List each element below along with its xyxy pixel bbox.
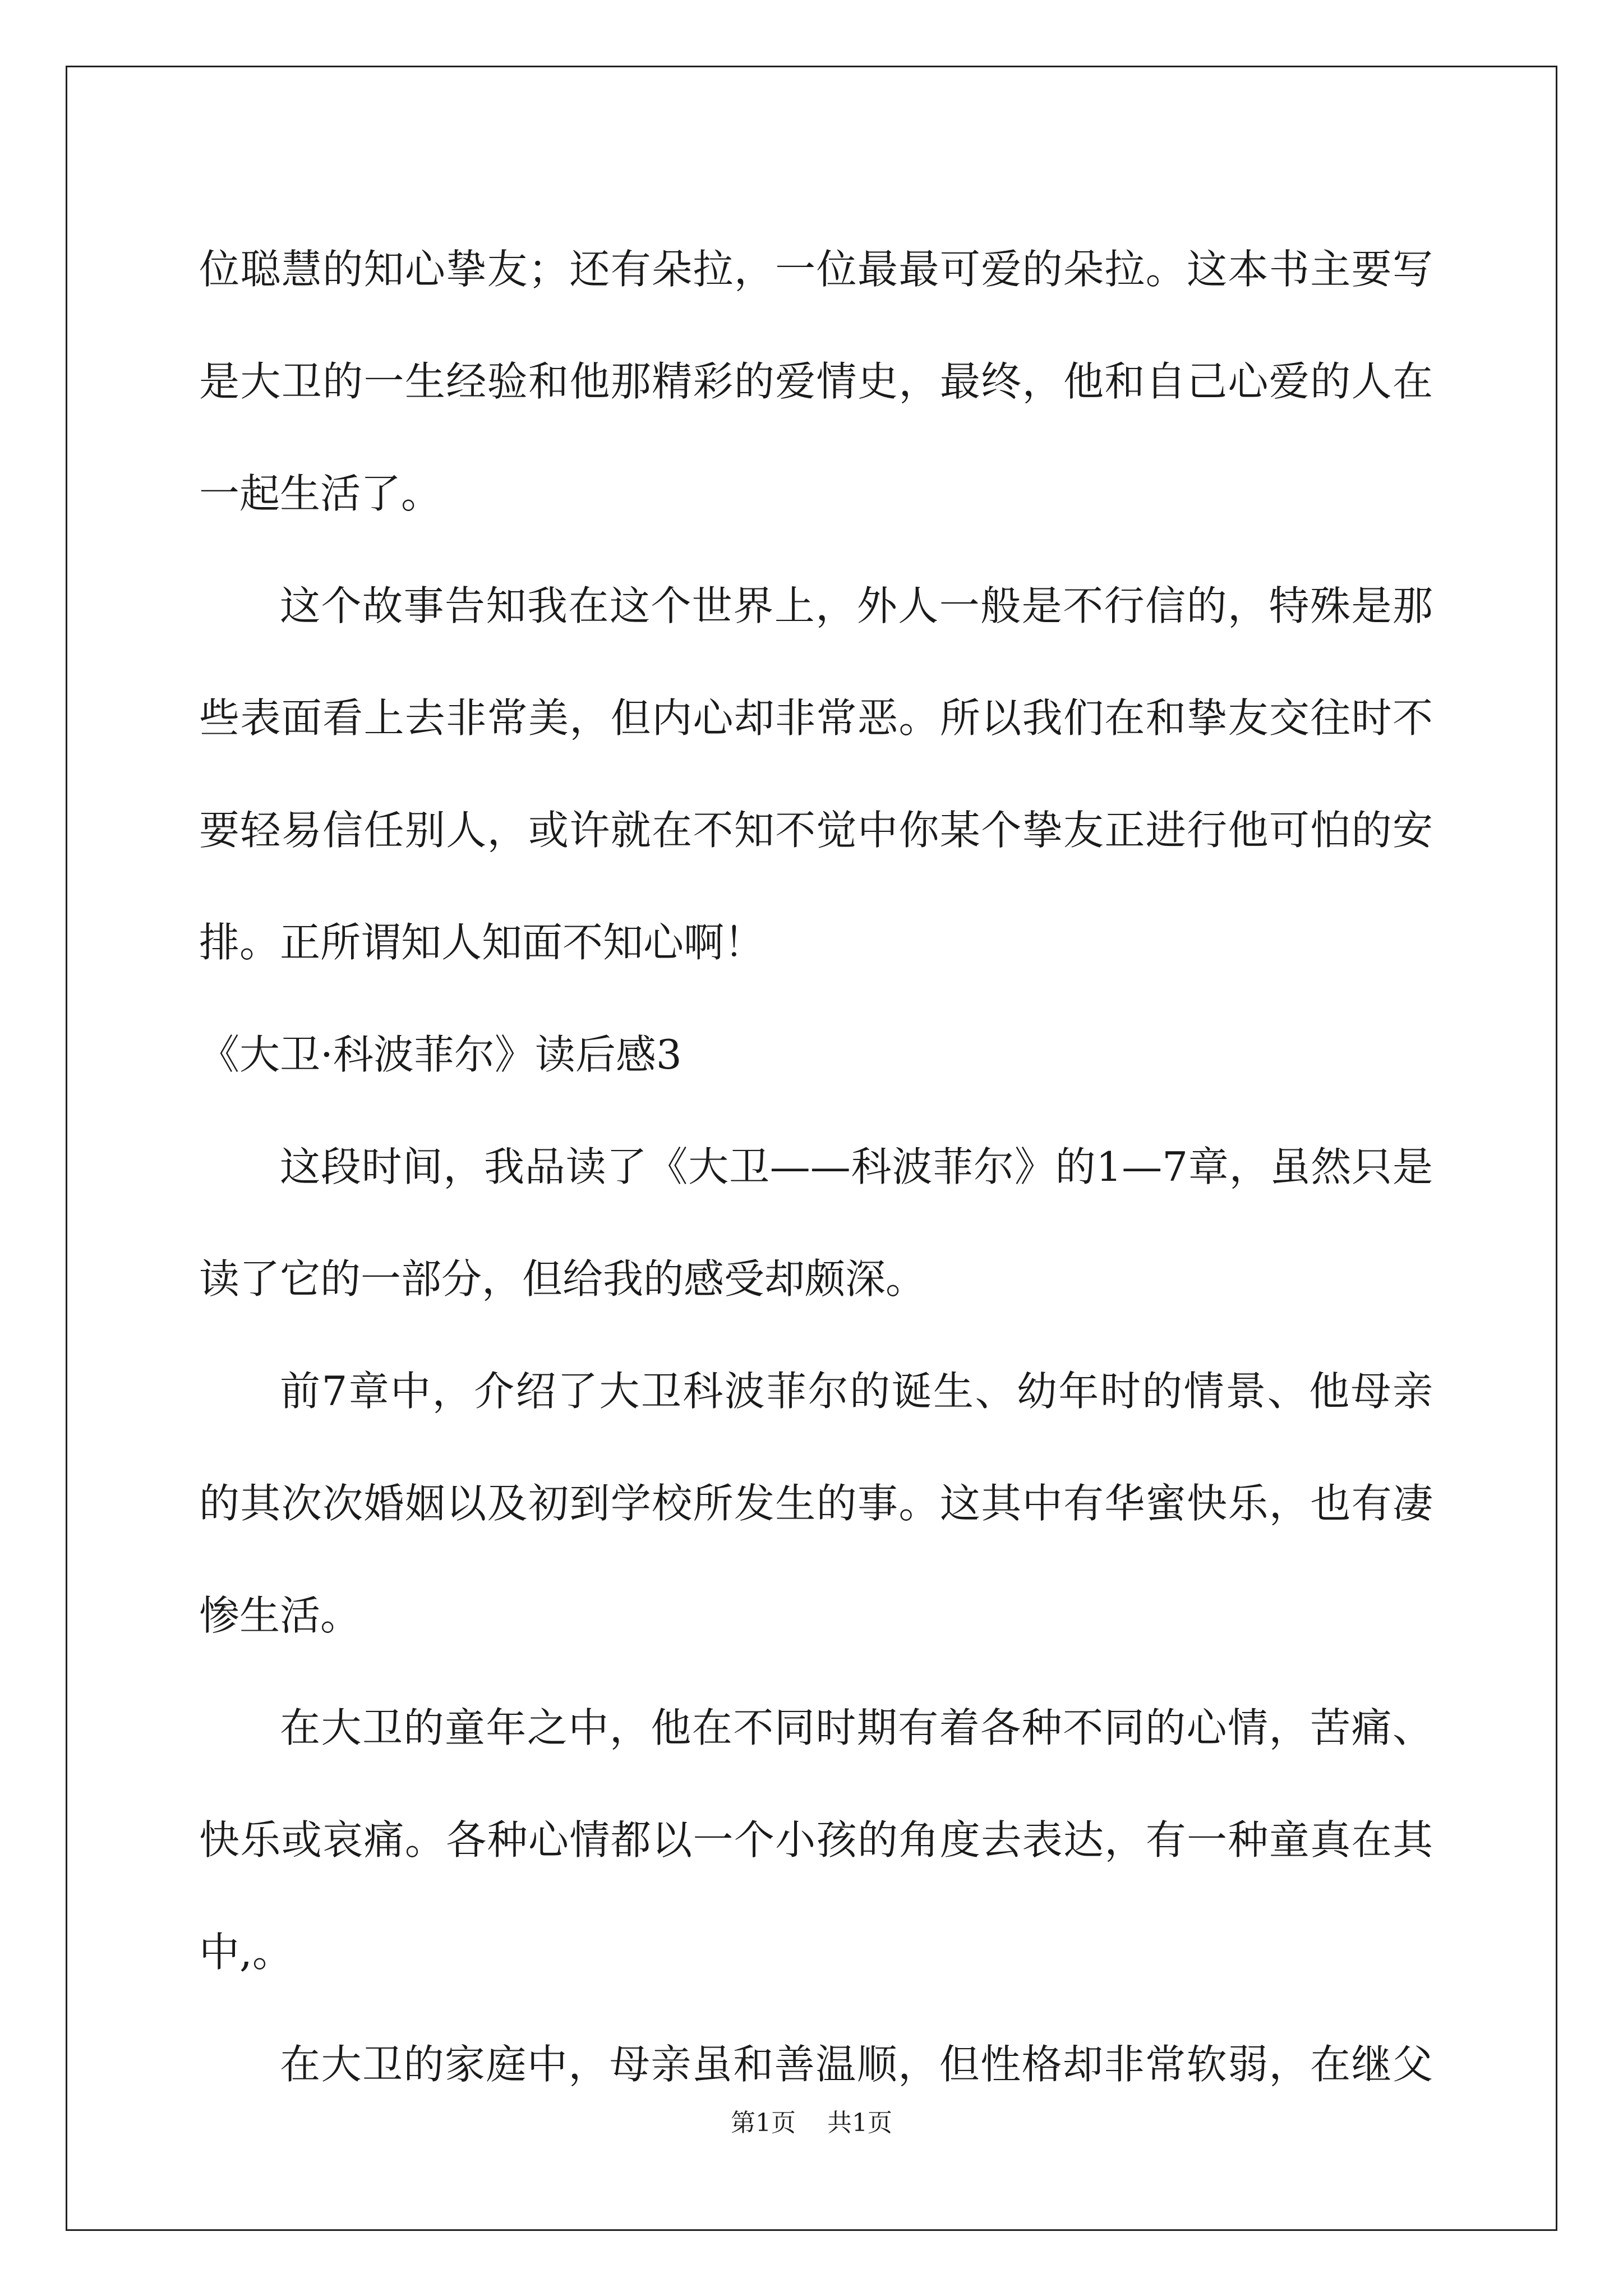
text-line: 惨生活。 [199,1592,361,1639]
text-line: 排。正所谓知人知面不知心啊！ [199,919,765,966]
text-line: 这段时间，我品读了《大卫——科波菲尔》的1—7章，虽然只是 [280,1143,1433,1190]
text-line: 要轻易信任别人，或许就在不知不觉中你某个挚友正进行他可怕的安 [199,807,1433,854]
page-number: 第1页 [731,2109,796,2137]
text-line: 些表面看上去非常美，但内心却非常恶。所以我们在和挚友交往时不 [199,694,1433,742]
text-line: 在大卫的童年之中，他在不同时期有着各种不同的心情，苦痛、 [280,1704,1433,1751]
text-line: 位聪慧的知心挚友；还有朵拉，一位最最可爱的朵拉。这本书主要写 [199,246,1433,293]
text-line: 这个故事告知我在这个世界上，外人一般是不行信的，特殊是那 [280,582,1433,629]
text-line: 的其次次婚姻以及初到学校所发生的事。这其中有华蜜快乐，也有凄 [199,1480,1433,1527]
text-line: 快乐或哀痛。各种心情都以一个小孩的角度去表达，有一种童真在其 [199,1816,1433,1864]
page-footer [0,2106,1623,2140]
text-line: 中,。 [199,1929,293,1976]
text-line: 读了它的一部分，但给我的感受却颇深。 [199,1255,926,1303]
text-line: 一起生活了。 [199,470,442,517]
page-total: 共1页 [827,2109,892,2137]
section-heading: 《大卫·科波菲尔》读后感3 [199,1031,682,1078]
text-line: 是大卫的一生经验和他那精彩的爱情史，最终，他和自己心爱的人在 [199,358,1433,405]
text-line: 前7章中，介绍了大卫科波菲尔的诞生、幼年时的情景、他母亲 [280,1368,1433,1415]
document-body [199,213,1433,2120]
text-line: 在大卫的家庭中，母亲虽和善温顺，但性格却非常软弱，在继父 [280,2041,1433,2088]
